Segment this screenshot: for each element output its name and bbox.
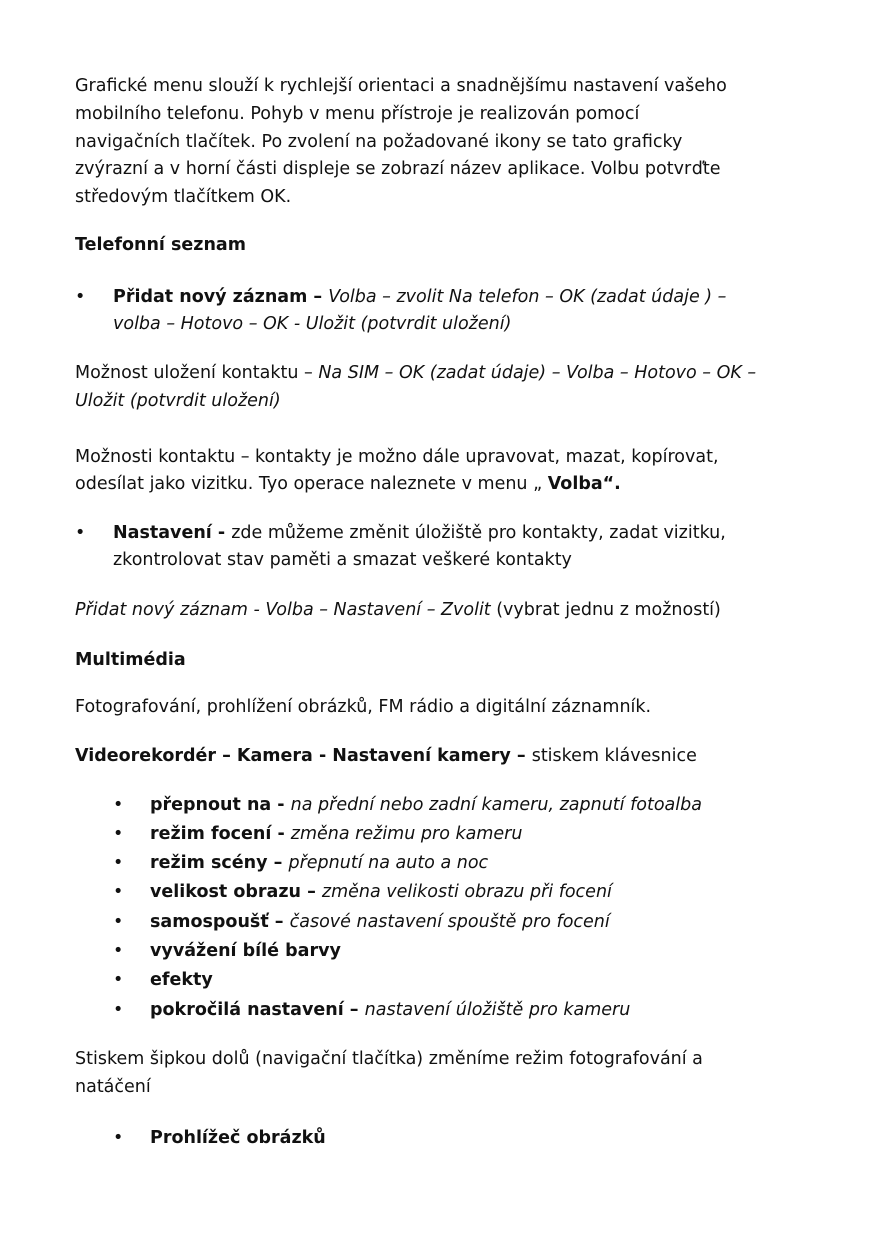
bullet-icon: • [113, 1000, 124, 1020]
save-contact-path-2: Uložit (potvrdit uložení) [75, 391, 281, 411]
contact-options-line-1: Možnosti kontaktu – kontakty je možno dále upravovat, mazat, kopírovat, [75, 447, 719, 467]
bullet-icon: • [75, 287, 86, 307]
add-record-label: Přidat nový záznam – [113, 287, 329, 307]
heading-multimedia: Multimédia [75, 650, 186, 670]
camera-option-label: režim scény – [150, 853, 289, 873]
image-viewer-label: Prohlížeč obrázků [150, 1128, 326, 1148]
intro-line-2: mobilního telefonu. Pohyb v menu přístroje je realizován pomocí [75, 104, 640, 124]
contact-options-line-2 [75, 471, 815, 498]
camera-option-desc: změna režimu pro kameru [290, 824, 523, 844]
camera-option-label: pokročilá nastavení – [150, 1000, 365, 1020]
contact-options-text: odesílat jako vizitku. Tyo operace naleznete v menu „ [75, 474, 548, 494]
camera-option-label: samospoušť – [150, 912, 290, 932]
intro-line-3: navigačních tlačítek. Po zvolení na požadované ikony se tato graficky [75, 132, 683, 152]
bullet-icon: • [113, 970, 124, 990]
camera-option-desc: přepnutí na auto a noc [288, 853, 489, 873]
arrow-mode-line-2: natáčení [75, 1077, 151, 1097]
bullet-icon: • [75, 523, 86, 543]
camera-option-desc: změna velikosti obrazu při focení [321, 882, 612, 902]
camera-option-label: přepnout na - [150, 795, 291, 815]
camera-option-desc: nastavení úložiště pro kameru [364, 1000, 631, 1020]
bullet-icon: • [113, 882, 124, 902]
video-recorder-rest: stiskem klávesnice [531, 746, 697, 766]
intro-line-4: zvýrazní a v horní části displeje se zobrazí název aplikace. Volbu potvrďte [75, 159, 721, 179]
multimedia-description: Fotografování, prohlížení obrázků, FM rádio a digitální záznamník. [75, 697, 652, 717]
camera-option-desc: na přední nebo zadní kameru, zapnutí fotoalba [290, 795, 702, 815]
menu-volba-label: Volba“. [547, 474, 621, 494]
bullet-icon: • [113, 941, 124, 961]
video-recorder-path: Videorekordér – Kamera - Nastavení kamery – [75, 746, 532, 766]
intro-line-5: středovým tlačítkem OK. [75, 187, 292, 207]
bullet-icon: • [113, 795, 124, 815]
settings-text-1: zde můžeme změnit úložiště pro kontakty, zadat vizitku, [231, 523, 726, 543]
save-contact-line-1 [75, 360, 815, 387]
camera-option-label: vyvážení bílé barvy [150, 941, 341, 961]
bullet-icon: • [113, 853, 124, 873]
settings-label: Nastavení - [113, 523, 232, 543]
bullet-icon: • [113, 824, 124, 844]
bullet-icon: • [113, 1128, 124, 1148]
video-recorder-line [75, 743, 815, 770]
arrow-mode-line-1: Stiskem šipkou dolů (navigační tlačítka) změníme režim fotografování a [75, 1049, 703, 1069]
add-record-path-1: Volba – zvolit Na telefon – OK (zadat údaje ) – [328, 287, 727, 307]
save-contact-path-1: Na SIM – OK (zadat údaje) – Volba – Hotovo – OK – [318, 363, 757, 383]
bullet-icon: • [113, 912, 124, 932]
camera-option-desc: časové nastavení spouště pro focení [289, 912, 610, 932]
heading-phonebook: Telefonní seznam [75, 235, 246, 255]
camera-option-label: velikost obrazu – [150, 882, 322, 902]
camera-option-label: efekty [150, 970, 213, 990]
intro-line-1: Grafické menu slouží k rychlejší orientaci a snadnějšímu nastavení vašeho [75, 76, 727, 96]
settings-path-italic: Přidat nový záznam - Volba – Nastavení – Zvolit [75, 600, 491, 620]
settings-path-rest: (vybrat jednu z možností) [490, 600, 721, 620]
camera-option-label: režim focení - [150, 824, 291, 844]
add-record-settings-path [75, 597, 815, 624]
settings-text-2: zkontrolovat stav paměti a smazat veškeré kontakty [113, 550, 572, 570]
add-record-path-2: volba – Hotovo – OK - Uložit (potvrdit uložení) [113, 314, 512, 334]
save-contact-label: Možnost uložení kontaktu – [75, 363, 319, 383]
